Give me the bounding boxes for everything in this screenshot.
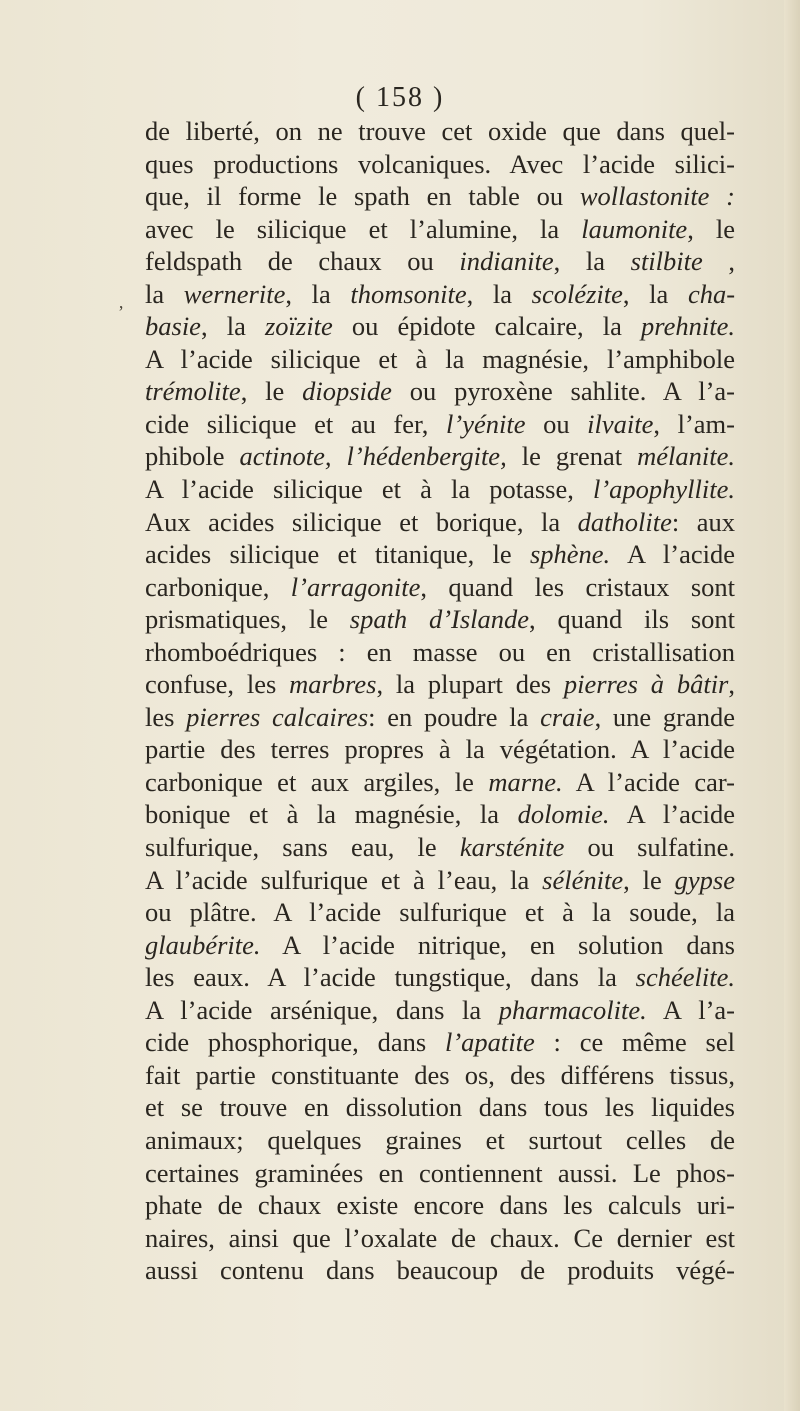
text-segment: phibole — [145, 441, 240, 472]
italic-term: l’yénite — [446, 408, 526, 439]
text-segment: , le — [240, 376, 303, 407]
text-line — [145, 636, 735, 669]
italic-term: pierres calcaires — [186, 701, 369, 732]
text-segment: les — [145, 701, 187, 732]
text-segment: partie des terres propres à la végétation. A l’acide — [145, 734, 735, 765]
text-segment: : ce même sel — [534, 1027, 735, 1058]
text-segment: de liberté, on ne trouve cet oxide que dans quel- — [145, 116, 735, 146]
italic-term: pierres à bâtir — [563, 669, 729, 700]
text-segment: et se trouve en dissolution dans tous les liquides — [145, 1092, 735, 1123]
text-line — [145, 115, 735, 148]
text-segment: A l’acide car- — [562, 766, 735, 797]
italic-term: sphène. — [529, 539, 611, 570]
italic-term: datholite — [577, 506, 672, 537]
text-segment: cide silicique et au fer, — [145, 408, 447, 439]
text-segment: carbonique, — [145, 571, 291, 602]
text-segment: : aux — [671, 506, 735, 537]
text-line — [145, 864, 735, 897]
italic-term: trémolite — [145, 376, 241, 407]
text-segment: A l’acide sulfurique et à l’eau, la — [145, 864, 543, 895]
text-segment: , la plupart des — [376, 669, 564, 700]
text-line — [145, 571, 735, 604]
italic-term: pharmacolite. — [498, 994, 647, 1025]
italic-term: schéelite. — [635, 962, 735, 993]
text-segment: , une grande — [594, 701, 735, 732]
text-segment: , la — [200, 311, 265, 342]
text-segment: , la — [622, 278, 688, 309]
text-segment: , la — [553, 246, 631, 277]
text-segment: , le — [687, 213, 736, 244]
text-segment: carbonique et aux argiles, le — [145, 766, 489, 797]
text-segment: certaines graminées en contiennent aussi. Le phos- — [145, 1157, 735, 1188]
text-segment: , la — [285, 278, 351, 309]
text-segment: Aux acides silicique et borique, la — [145, 506, 578, 537]
body-text — [145, 115, 735, 1287]
margin-mark: ’ — [118, 302, 124, 322]
text-segment: , — [728, 669, 735, 700]
text-line — [145, 148, 735, 181]
text-segment: confuse, les — [145, 669, 290, 700]
italic-term: indianite — [459, 246, 554, 277]
text-line — [145, 994, 735, 1027]
page-edge-shadow — [784, 0, 800, 1411]
text-segment: , quand ils sont — [529, 604, 735, 635]
text-segment: bonique et à la magnésie, la — [145, 799, 518, 830]
text-line — [145, 1091, 735, 1124]
text-segment: ou pyroxène sahlite. A l’a- — [391, 376, 736, 407]
text-line — [145, 213, 735, 246]
text-line — [145, 668, 735, 701]
italic-term: thomsonite — [350, 278, 467, 309]
italic-term: spath d’Islande — [349, 604, 530, 635]
text-line — [145, 310, 735, 343]
text-segment: naires, ainsi que l’oxalate de chaux. Ce dernier est — [145, 1222, 735, 1253]
text-segment: rhomboédriques : en masse ou en cristallisation — [145, 636, 735, 667]
text-segment: ou sulfatine. — [564, 832, 735, 863]
italic-term: diopside — [302, 376, 392, 407]
text-segment: A l’acide — [609, 799, 735, 830]
text-line — [145, 603, 735, 636]
text-segment: avec le silicique et l’alumine, la — [145, 213, 582, 244]
italic-term: glaubérite. — [145, 929, 261, 960]
italic-term: cha- — [687, 278, 736, 309]
text-segment: sulfurique, sans eau, le — [145, 832, 460, 863]
text-segment: A l’acide silicique et à la magnésie, l’amphibole — [145, 343, 735, 374]
page-number: ( 158 ) — [355, 82, 445, 113]
italic-term: l’arragonite — [290, 571, 421, 602]
text-segment: , — [702, 246, 736, 277]
text-segment: A l’acide arsénique, dans la — [145, 994, 499, 1025]
text-line — [145, 538, 735, 571]
text-line — [145, 1059, 735, 1092]
text-segment: ou épidote calcaire, la — [332, 311, 642, 342]
text-segment: feldspath de chaux ou — [145, 246, 460, 277]
text-line — [145, 1189, 735, 1222]
text-line — [145, 798, 735, 831]
text-line — [145, 473, 735, 506]
italic-term: marbres — [289, 669, 377, 700]
text-segment: A l’a- — [646, 994, 735, 1025]
text-segment: aussi contenu dans beaucoup de produits végé- — [145, 1255, 735, 1286]
text-segment: A l’acide — [610, 539, 735, 570]
text-line — [145, 278, 735, 311]
text-line — [145, 1026, 735, 1059]
text-line — [145, 375, 735, 408]
text-segment: ou plâtre. A l’acide sulfurique et à la soude, la — [145, 897, 735, 928]
text-line — [145, 701, 735, 734]
italic-term: karsténite — [459, 832, 565, 863]
text-line — [145, 831, 735, 864]
text-segment: A l’acide nitrique, en solution dans — [260, 929, 735, 960]
text-line — [145, 343, 735, 376]
text-line — [145, 929, 735, 962]
text-line — [145, 245, 735, 278]
text-line — [145, 1157, 735, 1190]
text-segment: , quand les cristaux sont — [420, 571, 735, 602]
italic-term: ilvaite — [587, 408, 654, 439]
italic-term: wernerite — [183, 278, 286, 309]
italic-term: l’apophyllite. — [592, 474, 735, 505]
text-segment: phate de chaux existe encore dans les calculs uri- — [145, 1190, 735, 1221]
text-segment: animaux; quelques graines et surtout celles de — [145, 1124, 735, 1155]
text-segment: ques productions volcaniques. Avec l’acide silici- — [145, 148, 735, 179]
text-line — [145, 440, 735, 473]
text-line — [145, 408, 735, 441]
italic-term: gypse — [674, 864, 735, 895]
text-line — [145, 1124, 735, 1157]
text-line — [145, 766, 735, 799]
italic-term: l’apatite — [444, 1027, 535, 1058]
text-line — [145, 961, 735, 994]
italic-term: craie — [540, 701, 595, 732]
text-segment: le grenat — [506, 441, 638, 472]
text-segment: que, il forme le spath en table ou — [145, 181, 580, 212]
text-line — [145, 180, 735, 213]
text-line — [145, 733, 735, 766]
text-segment: , le — [623, 864, 675, 895]
italic-term: zoïzite — [264, 311, 333, 342]
italic-term: prehnite. — [641, 311, 736, 342]
text-line — [145, 896, 735, 929]
text-line — [145, 1222, 735, 1255]
italic-term: stilbite — [630, 246, 703, 277]
italic-term: dolomie. — [517, 799, 610, 830]
text-segment: fait partie constituante des os, des différens tissus, — [145, 1059, 735, 1090]
text-segment: la — [145, 278, 184, 309]
text-segment: acides silicique et titanique, le — [145, 539, 530, 570]
text-line — [145, 1254, 735, 1287]
italic-term: scolézite — [531, 278, 623, 309]
italic-term: mélanite. — [637, 441, 735, 472]
text-line — [145, 506, 735, 539]
text-segment: prismatiques, le — [145, 604, 350, 635]
text-segment: , la — [466, 278, 532, 309]
text-segment: , l’am- — [653, 408, 735, 439]
italic-term: basie — [145, 311, 201, 342]
italic-term: laumonite — [581, 213, 688, 244]
italic-term: marne. — [488, 766, 563, 797]
text-segment: cide phosphorique, dans — [145, 1027, 445, 1058]
text-segment: : en poudre la — [368, 701, 541, 732]
italic-term: actinote, l’hédenbergite, — [239, 441, 507, 472]
italic-term: wollastonite : — [579, 181, 736, 212]
text-segment: les eaux. A l’acide tungstique, dans la — [145, 962, 636, 993]
text-segment: ou — [525, 408, 588, 439]
text-segment: A l’acide silicique et à la potasse, — [145, 474, 593, 505]
italic-term: sélénite — [542, 864, 624, 895]
